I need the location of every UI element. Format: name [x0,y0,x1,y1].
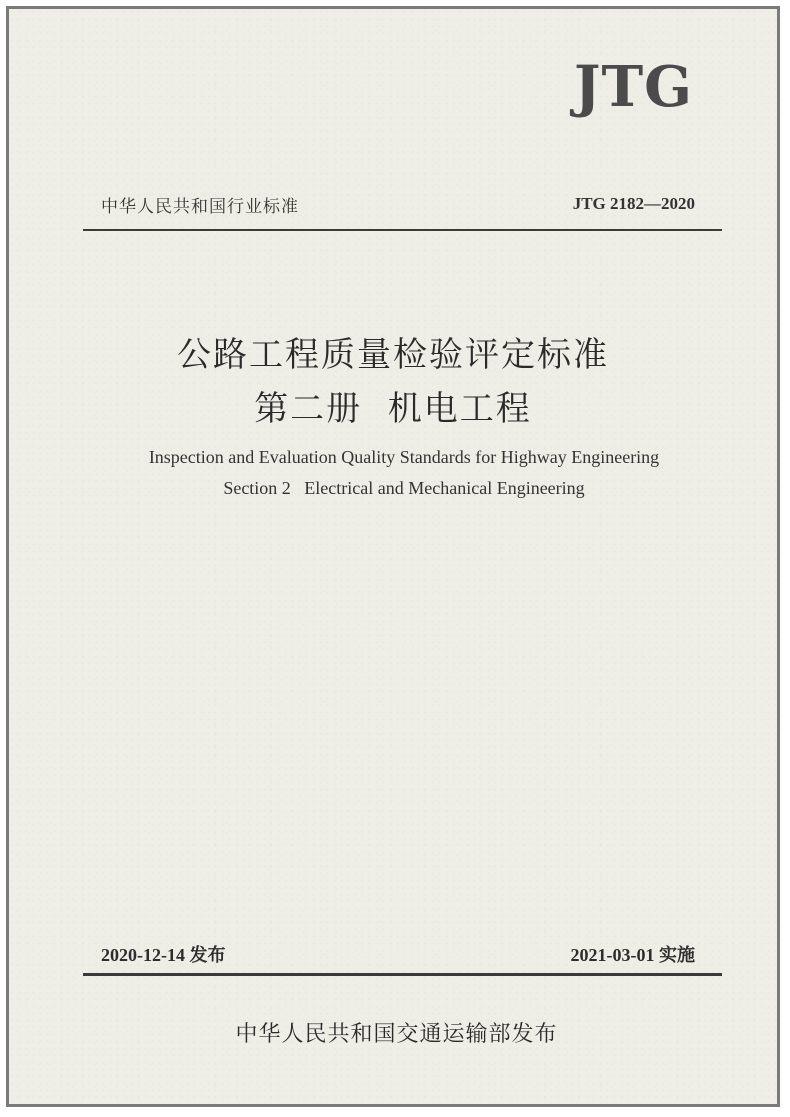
subtitle-chinese: 第二册 机电工程 [254,389,532,429]
bottom-divider [83,973,722,976]
book-cover [6,6,780,1107]
top-divider [83,229,722,231]
issue-date: 2020-12-14 发布 [101,945,226,965]
standard-code: JTG 2182—2020 [572,194,695,213]
jtg-logo: JTG [574,54,693,120]
publisher: 中华人民共和国交通运输部发布 [235,1022,558,1047]
title-chinese: 公路工程质量检验评定标准 [177,335,609,375]
subtitle-english: Section 2 Electrical and Mechanical Engineering [223,478,585,498]
standard-category: 中华人民共和国行业标准 [101,197,299,217]
title-english: Inspection and Evaluation Quality Standards for Highway Engineering [148,447,660,467]
implementation-date: 2021-03-01 实施 [570,945,695,965]
